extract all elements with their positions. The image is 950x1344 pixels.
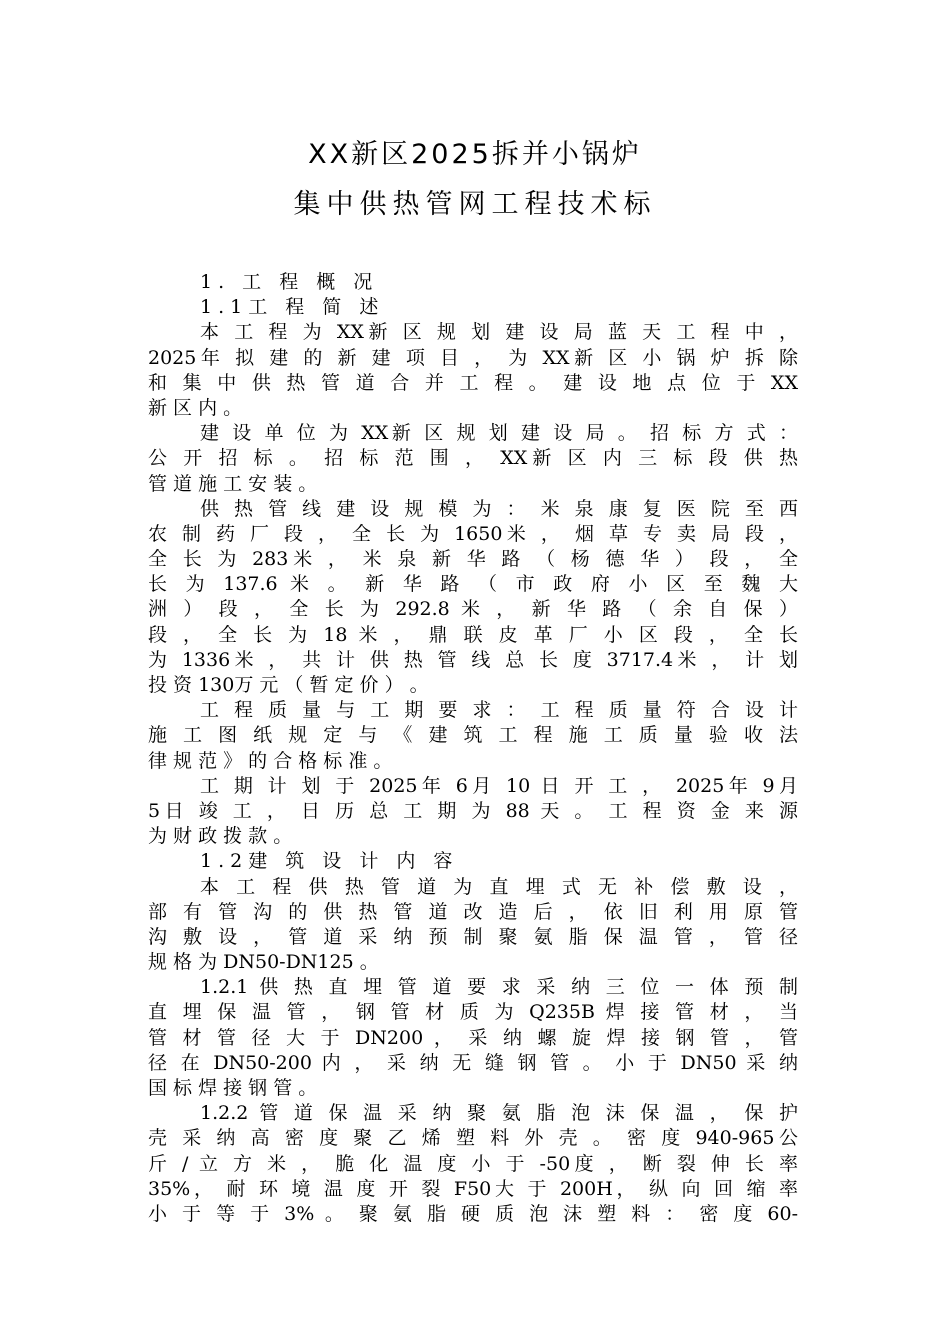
paragraph-line: 管 道 施 工 安 装 。: [148, 472, 318, 495]
paragraph-line: 为 1336米 ， 共 计 供 热 管 线 总 长 度 3717.4米 ， 计 划: [148, 648, 798, 671]
paragraph-line: 施 工 图 纸 规 定 与 《 建 筑 工 程 施 工 质 量 验 收 法: [148, 724, 798, 747]
paragraph-line: 规 格 为 DN50-DN125 。: [148, 951, 379, 974]
paragraph-line: 洲 ） 段 ， 全 长 为 292.8 米 ， 新 华 路 （ 余 自 保 ）: [148, 598, 798, 621]
paragraph-line: 2025年 拟 建 的 新 建 项 目 ， 为 XX新 区 小 锅 炉 拆 除: [148, 346, 798, 369]
paragraph-line: 本 工 程 为 XX新 区 规 划 建 设 局 蓝 天 工 程 中 ，: [200, 321, 798, 344]
paragraph-line: 小 于 等 于 3% 。 聚 氨 脂 硬 质 泡 沫 塑 料 ： 密 度 60-: [148, 1202, 798, 1225]
document-title-line-2: 集中供热管网工程技术标: [293, 189, 657, 220]
paragraph-line: 为 财 政 拨 款 。: [148, 825, 293, 848]
paragraph-line: 投 资 130万 元 （ 暂 定 价 ） 。: [148, 674, 429, 696]
section-heading: 1.1工 程 简 述: [200, 296, 385, 319]
paragraph-line: 和 集 中 供 热 管 道 合 并 工 程 。 建 设 地 点 位 于 XX: [148, 371, 798, 394]
document-title-line-1: XX新区2025拆并小锅炉: [308, 139, 642, 170]
section-heading: 1.2建 筑 设 计 内 容: [200, 850, 459, 873]
paragraph-line: 径 在 DN50-200 内 ， 采 纳 无 缝 钢 管 。 小 于 DN50 采 纳: [148, 1051, 798, 1074]
paragraph-line: 斤 / 立 方 米 ， 脆 化 温 度 小 于 -50度 ， 断 裂 伸 长 率: [148, 1152, 798, 1175]
paragraph-line: 新 区 内 。: [148, 396, 243, 419]
paragraph-line: 律 规 范 》 的 合 格 标 准 。: [148, 749, 393, 772]
section-heading: 1. 工 程 概 况: [200, 271, 379, 293]
paragraph-line: 建 设 单 位 为 XX新 区 规 划 建 设 局 。 招 标 方 式 ：: [200, 422, 798, 445]
paragraph-line: 全 长 为 283米 ， 米 泉 新 华 路 （ 杨 德 华 ） 段 ， 全: [148, 548, 798, 571]
paragraph-line: 1.2.1 供 热 直 埋 管 道 要 求 采 纳 三 位 一 体 预 制: [200, 976, 798, 999]
paragraph-line: 5日 竣 工 ， 日 历 总 工 期 为 88 天 。 工 程 资 金 来 源: [148, 799, 798, 822]
paragraph-line: 直 埋 保 温 管 ， 钢 管 材 质 为 Q235B 焊 接 管 材 ， 当: [148, 1001, 798, 1024]
paragraph-line: 管 材 管 径 大 于 DN200 ， 采 纳 螺 旋 焊 接 钢 管 ， 管: [148, 1026, 798, 1049]
paragraph-line: 部 有 管 沟 的 供 热 管 道 改 造 后 ， 依 旧 利 用 原 管: [148, 900, 798, 923]
paragraph-line: 1.2.2 管 道 保 温 采 纳 聚 氨 脂 泡 沫 保 温 ， 保 护: [200, 1102, 798, 1125]
paragraph-line: 工 期 计 划 于 2025年 6月 10 日 开 工 ， 2025年 9月: [200, 774, 798, 797]
paragraph-line: 沟 敷 设 ， 管 道 采 纳 预 制 聚 氨 脂 保 温 管 ， 管 径: [148, 925, 798, 948]
paragraph-line: 段 ， 全 长 为 18 米 ， 鼎 联 皮 革 厂 小 区 段 ， 全 长: [148, 623, 798, 646]
paragraph-line: 农 制 药 厂 段 ， 全 长 为 1650米 ， 烟 草 专 卖 局 段 ，: [148, 522, 798, 545]
paragraph-line: 国 标 焊 接 钢 管 。: [148, 1077, 318, 1099]
paragraph-line: 长 为 137.6 米 。 新 华 路 （ 市 政 府 小 区 至 魏 大: [148, 573, 798, 596]
paragraph-line: 35%， 耐 环 境 温 度 开 裂 F50大 于 200H， 纵 向 回 缩 率: [148, 1177, 798, 1200]
paragraph-line: 壳 采 纳 高 密 度 聚 乙 烯 塑 料 外 壳 。 密 度 940-965公: [148, 1127, 798, 1150]
paragraph-line: 公 开 招 标 。 招 标 范 围 ， XX新 区 内 三 标 段 供 热: [148, 447, 798, 470]
paragraph-line: 本 工 程 供 热 管 道 为 直 埋 式 无 补 偿 敷 设 ，: [200, 875, 798, 898]
paragraph-line: 供 热 管 线 建 设 规 模 为 ： 米 泉 康 复 医 院 至 西: [200, 497, 798, 520]
document-body: [148, 270, 798, 1227]
paragraph-line: 工 程 质 量 与 工 期 要 求 ： 工 程 质 量 符 合 设 计: [200, 699, 798, 722]
